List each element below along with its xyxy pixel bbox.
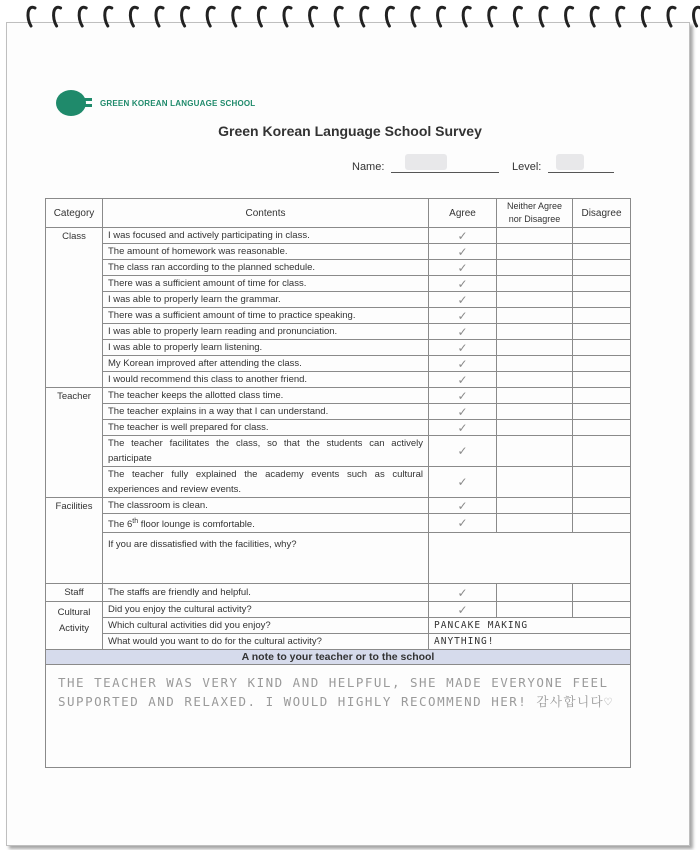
page-title: Green Korean Language School Survey: [218, 123, 482, 139]
spiral-ring: [130, 7, 137, 26]
survey-row: [46, 618, 631, 634]
handwritten-response: PANCAKE MAKING: [429, 618, 631, 634]
spiral-ring: [233, 7, 240, 26]
category-cultural: Cultural Activity: [46, 602, 103, 650]
survey-row: [46, 324, 631, 340]
answer-disagree: [573, 260, 631, 276]
col-contents: Contents: [103, 199, 429, 228]
spiral-ring: [258, 7, 265, 26]
answer-disagree: [573, 467, 631, 498]
question-text: I was able to properly learn the grammar.: [103, 292, 429, 308]
check-mark-icon: ✓: [457, 324, 468, 339]
spiral-ring: [514, 7, 521, 26]
spiral-binding: [0, 0, 700, 32]
answer-disagree: [573, 324, 631, 340]
survey-row: [46, 498, 631, 514]
col-neither: Neither Agree nor Disagree: [497, 199, 573, 228]
question-text: The teacher is well prepared for class.: [103, 420, 429, 436]
answer-disagree: [573, 292, 631, 308]
answer-neither: [497, 292, 573, 308]
check-mark-icon: ✓: [457, 516, 468, 531]
answer-neither: [497, 602, 573, 618]
check-mark-icon: ✓: [457, 228, 468, 243]
answer-agree: [429, 514, 497, 533]
survey-row: [46, 292, 631, 308]
spiral-ring: [54, 7, 61, 26]
response-blank: [429, 533, 631, 584]
answer-agree: [429, 498, 497, 514]
answer-agree: [429, 404, 497, 420]
category-facilities: Facilities: [46, 498, 103, 584]
check-mark-icon: ✓: [457, 498, 468, 513]
note-heading: A note to your teacher or to the school: [46, 650, 631, 665]
spiral-ring: [463, 7, 470, 26]
answer-neither: [497, 436, 573, 467]
answer-agree: [429, 228, 497, 244]
spiral-ring: [335, 7, 342, 26]
answer-neither: [497, 356, 573, 372]
survey-row: [46, 276, 631, 292]
spiral-ring: [386, 7, 393, 26]
check-mark-icon: ✓: [457, 276, 468, 291]
answer-disagree: [573, 340, 631, 356]
answer-neither: [497, 340, 573, 356]
spiral-ring: [412, 7, 419, 26]
ordinal-suffix: th: [132, 518, 139, 525]
check-mark-icon: ✓: [457, 372, 468, 387]
spiral-ring: [438, 7, 445, 26]
spiral-ring: [105, 7, 112, 26]
level-field: [512, 160, 614, 173]
question-text: The class ran according to the planned schedule.: [103, 260, 429, 276]
survey-row: [46, 340, 631, 356]
check-mark-icon: ✓: [457, 340, 468, 355]
check-mark-icon: ✓: [457, 420, 468, 435]
spiral-ring: [668, 7, 675, 26]
check-mark-icon: ✓: [457, 602, 468, 617]
answer-agree: [429, 372, 497, 388]
answer-agree: [429, 244, 497, 260]
survey-row: [46, 533, 631, 584]
question-text: I was focused and actively participating in class.: [103, 228, 429, 244]
check-mark-icon: ✓: [457, 356, 468, 371]
answer-agree: [429, 388, 497, 404]
answer-agree: [429, 260, 497, 276]
survey-row: [46, 244, 631, 260]
spiral-ring: [489, 7, 496, 26]
answer-agree: [429, 602, 497, 618]
question-text: Did you enjoy the cultural activity?: [103, 602, 429, 618]
answer-neither: [497, 260, 573, 276]
note-body-row: [46, 665, 631, 768]
question-text: Which cultural activities did you enjoy?: [103, 618, 429, 634]
spiral-ring: [28, 7, 35, 26]
question-text: I was able to properly learn reading and pronunciation.: [103, 324, 429, 340]
question-text: The classroom is clean.: [103, 498, 429, 514]
note-heading-row: [46, 650, 631, 665]
spiral-ring: [79, 7, 86, 26]
spiral-ring: [207, 7, 214, 26]
answer-neither: [497, 404, 573, 420]
level-label: Level:: [512, 161, 542, 173]
answer-agree: [429, 467, 497, 498]
answer-agree: [429, 340, 497, 356]
question-text: My Korean improved after attending the class.: [103, 356, 429, 372]
col-agree: Agree: [429, 199, 497, 228]
answer-agree: [429, 276, 497, 292]
check-mark-icon: ✓: [457, 444, 468, 458]
redacted-level: [556, 154, 584, 170]
answer-neither: [497, 276, 573, 292]
answer-disagree: [573, 498, 631, 514]
spiral-ring: [642, 7, 649, 26]
spiral-ring: [182, 7, 189, 26]
answer-disagree: [573, 388, 631, 404]
survey-row: [46, 634, 631, 650]
answer-disagree: [573, 308, 631, 324]
survey-row: [46, 514, 631, 533]
question-text: If you are dissatisfied with the facilities, why?: [103, 533, 429, 584]
survey-table: [45, 198, 631, 768]
question-text: The staffs are friendly and helpful.: [103, 584, 429, 602]
question-text: What would you want to do for the cultural activity?: [103, 634, 429, 650]
answer-agree: [429, 420, 497, 436]
answer-neither: [497, 324, 573, 340]
survey-row: [46, 372, 631, 388]
survey-row: [46, 308, 631, 324]
spiral-ring: [156, 7, 163, 26]
answer-disagree: [573, 436, 631, 467]
spiral-ring: [566, 7, 573, 26]
spiral-ring: [310, 7, 317, 26]
answer-disagree: [573, 514, 631, 533]
question-text: The 6th floor lounge is comfortable.: [103, 514, 429, 533]
school-logo: [56, 90, 255, 116]
answer-disagree: [573, 228, 631, 244]
answer-disagree: [573, 584, 631, 602]
question-text: I was able to properly learn listening.: [103, 340, 429, 356]
spiral-ring: [591, 7, 598, 26]
answer-disagree: [573, 276, 631, 292]
category-class: Class: [46, 228, 103, 388]
check-mark-icon: ✓: [457, 585, 468, 600]
question-text: The teacher keeps the allotted class time.: [103, 388, 429, 404]
answer-agree: [429, 584, 497, 602]
survey-row: [46, 404, 631, 420]
answer-neither: [497, 308, 573, 324]
answer-neither: [497, 420, 573, 436]
col-category: Category: [46, 199, 103, 228]
survey-row: [46, 467, 631, 498]
survey-row: [46, 602, 631, 618]
survey-row: [46, 388, 631, 404]
answer-disagree: [573, 420, 631, 436]
check-mark-icon: ✓: [457, 244, 468, 259]
question-text: The teacher explains in a way that I can understand.: [103, 404, 429, 420]
answer-agree: [429, 436, 497, 467]
answer-neither: [497, 498, 573, 514]
check-mark-icon: ✓: [457, 308, 468, 323]
category-teacher: Teacher: [46, 388, 103, 498]
answer-neither: [497, 244, 573, 260]
answer-disagree: [573, 356, 631, 372]
survey-row: [46, 228, 631, 244]
name-field: [352, 160, 499, 173]
answer-disagree: [573, 404, 631, 420]
answer-neither: [497, 514, 573, 533]
answer-agree: [429, 324, 497, 340]
survey-row: [46, 356, 631, 372]
answer-disagree: [573, 602, 631, 618]
question-text: The teacher facilitates the class, so that the students can actively participate: [103, 436, 429, 467]
level-blank: [548, 160, 614, 173]
check-mark-icon: ✓: [457, 475, 468, 489]
spiral-ring: [617, 7, 624, 26]
answer-disagree: [573, 244, 631, 260]
name-label: Name:: [352, 161, 385, 173]
answer-agree: [429, 356, 497, 372]
answer-agree: [429, 308, 497, 324]
logo-mark-icon: [56, 90, 86, 116]
question-text: I would recommend this class to another friend.: [103, 372, 429, 388]
question-text: The teacher fully explained the academy events such as cultural experiences and review events.: [103, 467, 429, 498]
spiral-ring: [540, 7, 547, 26]
answer-neither: [497, 388, 573, 404]
name-blank: [391, 160, 499, 173]
check-mark-icon: ✓: [457, 292, 468, 307]
check-mark-icon: ✓: [457, 404, 468, 419]
answer-agree: [429, 292, 497, 308]
spiral-ring: [284, 7, 291, 26]
spiral-ring: [694, 7, 700, 26]
answer-neither: [497, 228, 573, 244]
handwritten-response: ANYTHING!: [429, 634, 631, 650]
survey-row: [46, 420, 631, 436]
col-disagree: Disagree: [573, 199, 631, 228]
answer-neither: [497, 584, 573, 602]
answer-disagree: [573, 372, 631, 388]
question-text: There was a sufficient amount of time for class.: [103, 276, 429, 292]
survey-row: [46, 260, 631, 276]
check-mark-icon: ✓: [457, 260, 468, 275]
note-box: [46, 665, 631, 768]
check-mark-icon: ✓: [457, 388, 468, 403]
logo-text: GREEN KOREAN LANGUAGE SCHOOL: [100, 98, 256, 108]
answer-neither: [497, 467, 573, 498]
question-text: The amount of homework was reasonable.: [103, 244, 429, 260]
answer-neither: [497, 372, 573, 388]
survey-row: [46, 436, 631, 467]
note-text: THE TEACHER WAS VERY KIND AND HELPFUL, SHE MADE EVERYONE FEEL SUPPORTED AND RELAXED. I WOULD HIGHLY RECOMMEND HER! 감사합니다♡: [58, 675, 614, 710]
redacted-name: [405, 154, 447, 170]
question-text: There was a sufficient amount of time to practice speaking.: [103, 308, 429, 324]
survey-row: [46, 584, 631, 602]
spiral-ring: [361, 7, 368, 26]
category-staff: Staff: [46, 584, 103, 602]
